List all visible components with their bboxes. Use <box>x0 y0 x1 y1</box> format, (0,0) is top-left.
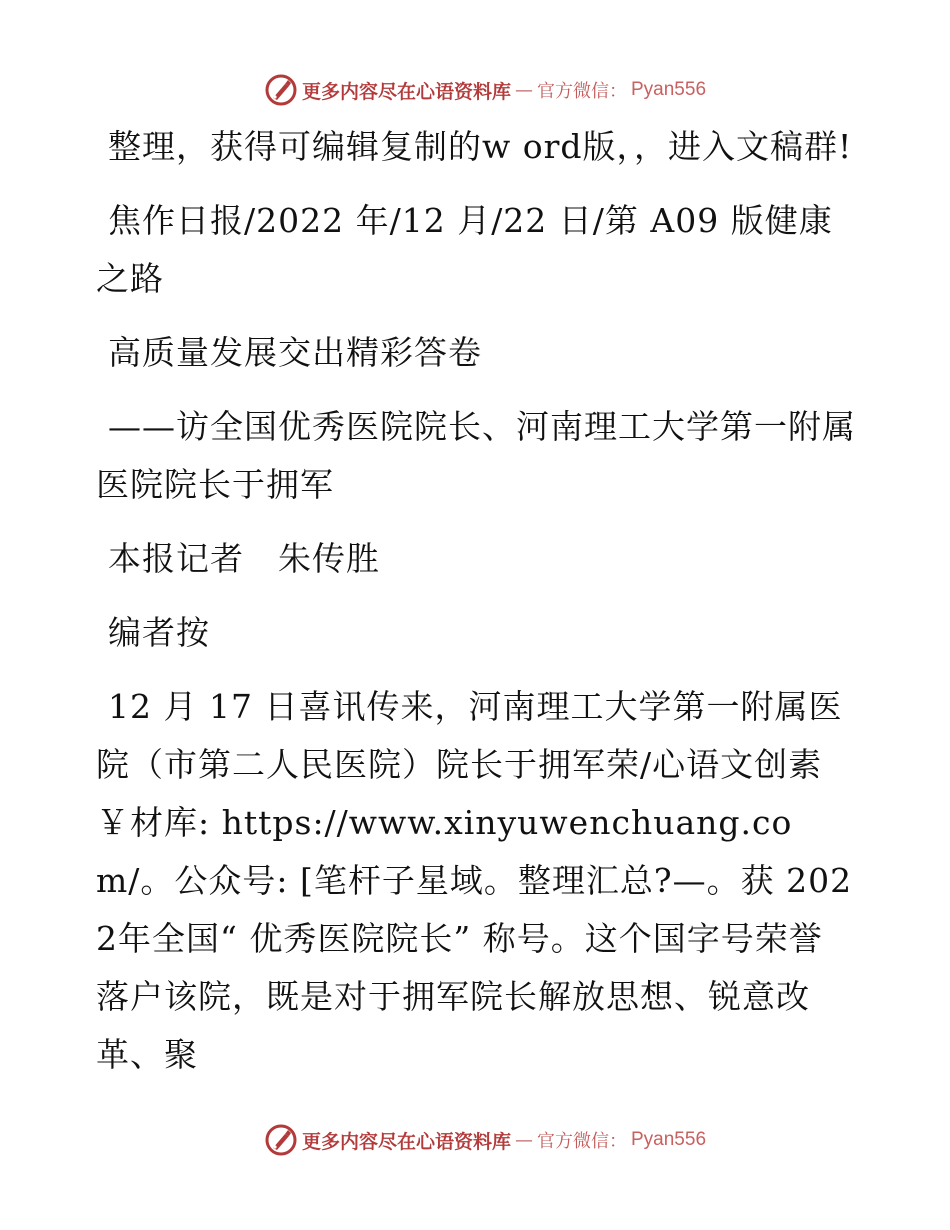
header-banner <box>0 70 950 110</box>
article-subtitle: ——访全国优秀医院院长、河南理工大学第一附属医院院长于拥军 <box>96 407 856 504</box>
banner-inner <box>264 1123 706 1157</box>
banner-wechat-id: Pyan556 <box>631 1129 707 1150</box>
banner-site-text: 更多内容尽在心语资料库 <box>301 1130 511 1153</box>
document-body <box>96 118 856 1100</box>
banner-inner <box>264 73 706 107</box>
banner-wechat-label: 官方微信： <box>537 1131 627 1152</box>
editor-note-heading: 编者按 <box>108 613 210 652</box>
article-byline: 本报记者 朱传胜 <box>108 539 380 578</box>
pen-logo-icon <box>264 73 298 107</box>
article-title: 高质量发展交出精彩答卷 <box>108 333 482 372</box>
paragraph-body: 12 月 17 日喜讯传来，河南理工大学第一附属医院（市第二人民医院）院长于拥军荣/心语文创素￥材库: https://www.xinyuwenchuang.com/。公众号: [笔杆子星域。整理汇总?—。获 2022年全国“ 优秀医院院长” 称号。这个国字号荣誉落户该院，既是对于拥军院长解放思想、锐意改革、聚 <box>96 687 853 1074</box>
banner-wechat-id: Pyan556 <box>631 79 707 100</box>
banner-wechat-label: 官方微信： <box>537 81 627 102</box>
banner-separator: — <box>515 79 533 101</box>
banner-site-text: 更多内容尽在心语资料库 <box>301 80 511 103</box>
paragraph-intro: 整理，获得可编辑复制的w ord版，，进入文稿群! <box>108 127 853 166</box>
paragraph-source: 焦作日报/2022 年/12 月/22 日/第 A09 版健康之路 <box>96 201 833 298</box>
footer-banner <box>0 1120 950 1160</box>
banner-separator: — <box>515 1129 533 1151</box>
pen-logo-icon <box>264 1123 298 1157</box>
